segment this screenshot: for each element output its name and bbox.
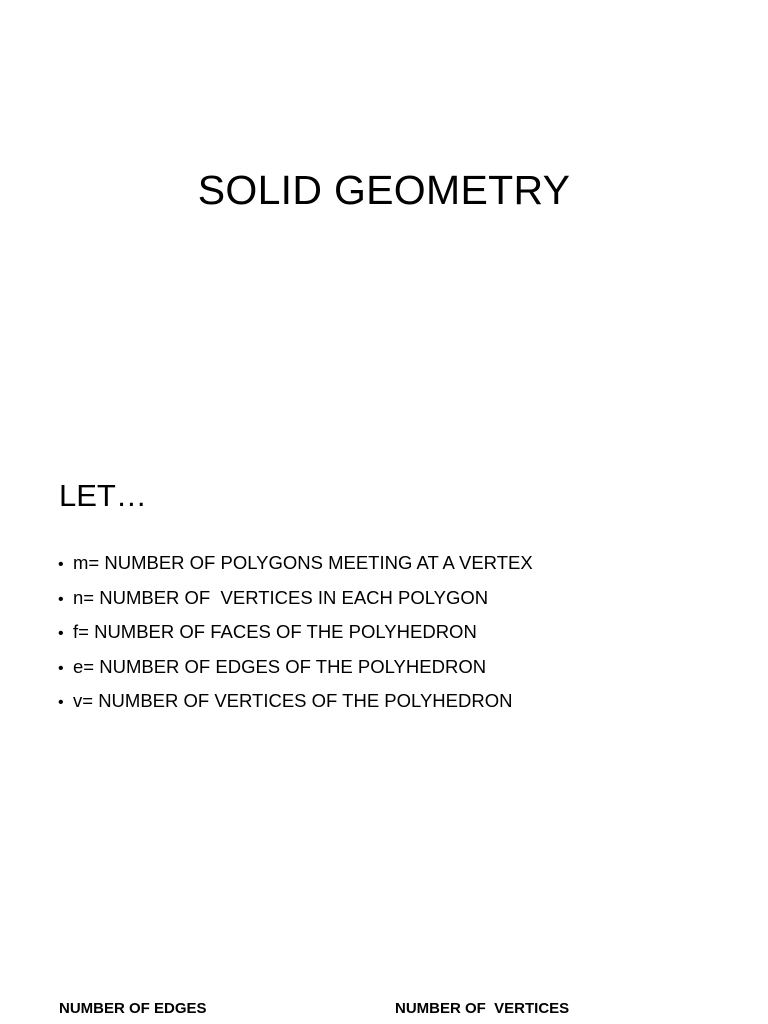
bullet-icon: • <box>58 659 64 677</box>
definition-item-m <box>58 547 533 582</box>
number-of-vertices-label: NUMBER OF VERTICES <box>395 1000 570 1017</box>
definition-list <box>58 547 533 720</box>
bullet-icon: • <box>58 625 64 642</box>
definition-text: e= NUMBER OF EDGES OF THE POLYHEDRON <box>73 655 487 677</box>
let-heading: LET… <box>59 478 147 513</box>
number-of-edges-label: NUMBER OF EDGES <box>59 1000 207 1017</box>
definition-text: n= NUMBER OF VERTICES IN EACH POLYGON <box>73 586 489 608</box>
definition-item-n <box>58 582 533 617</box>
definition-text: m= NUMBER OF POLYGONS MEETING AT A VERTEX <box>73 552 533 573</box>
definition-item-f <box>58 616 533 651</box>
definition-text: v= NUMBER OF VERTICES OF THE POLYHEDRON <box>73 690 513 711</box>
definition-item-e <box>58 651 533 686</box>
definition-item-v <box>58 685 533 720</box>
slide-title: SOLID GEOMETRY <box>197 167 571 213</box>
bullet-icon: • <box>58 694 64 711</box>
bullet-icon: • <box>58 556 64 573</box>
bullet-icon: • <box>58 590 64 608</box>
definition-text: f= NUMBER OF FACES OF THE POLYHEDRON <box>73 621 477 642</box>
